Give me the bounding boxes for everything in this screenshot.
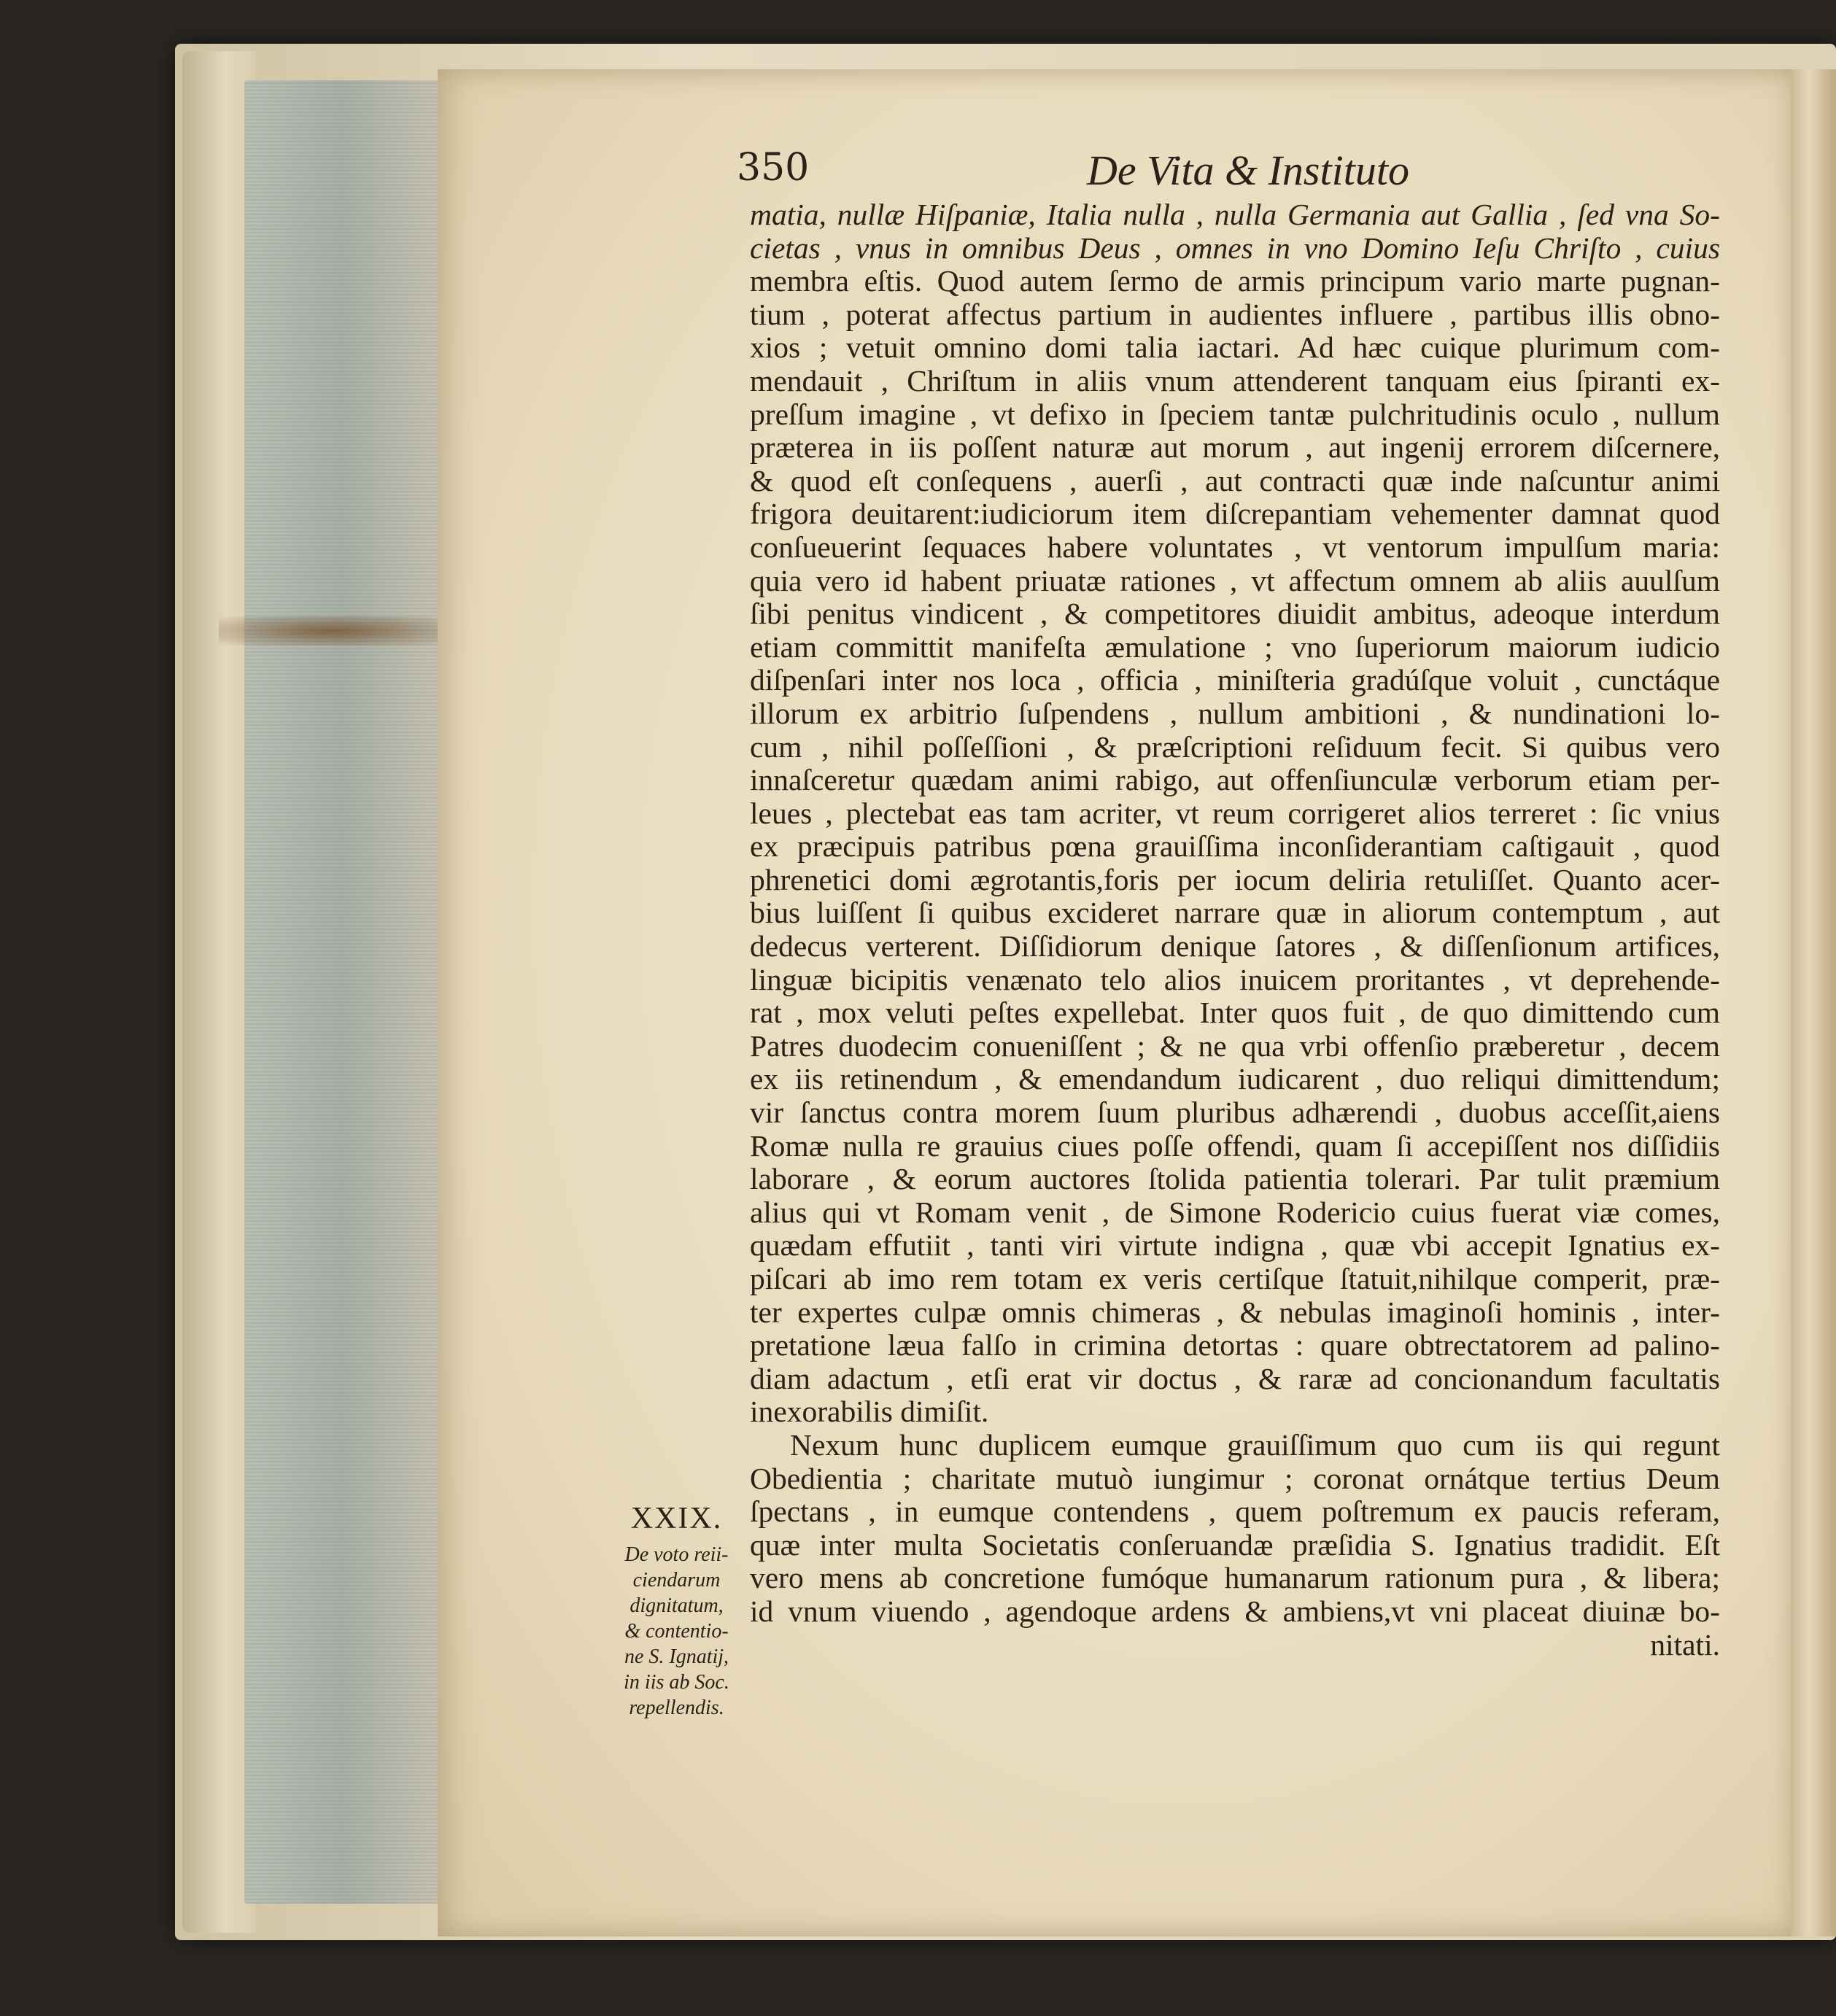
text-line: vir ſanctus contra morem ſuum pluribus adhærendi , duobus acceſſit,aiens: [750, 1096, 1720, 1130]
text-line: ſibi penitus vindicent , & competitores diuidit ambitus, adeoque interdum: [750, 597, 1720, 631]
margin-note: [613, 1501, 740, 1721]
text-line: cum , nihil poſſeſſioni , & præſcriptioni reſiduum fecit. Si quibus vero: [750, 729, 1720, 764]
text-line: phrenetici domi ægrotantis,foris per iocum deliria retuliſſet. Quanto acer-: [750, 862, 1720, 896]
text-line: xios ; vetuit omnino domi talia iactari. Ad hæc cuique plurimum com-: [750, 330, 1720, 365]
text-line: piſcari ab imo rem totam ex veris certiſque ſtatuit,nihilque comperit, præ-: [750, 1262, 1720, 1295]
text-line: ex præcipuis patribus pœna grauiſſima inconſiderantiam caſtigauit , quod: [750, 829, 1720, 864]
text-line: Obedientia ; charitate mutuò iungimur ; coronat ornátque tertius Deum: [750, 1461, 1720, 1495]
text-line: etiam committit manifeſta æmulatione ; vno ſuperiorum maiorum iudicio: [750, 629, 1720, 664]
body-text: [750, 198, 1720, 1662]
margin-note-line: repellendis.: [629, 1697, 724, 1719]
text-line: linguæ bicipitis venænato telo alios inuicem proritantes , vt deprehende-: [750, 962, 1720, 996]
text-line: alius qui vt Romam venit , de Simone Rodericio cuius fuerat viæ comes,: [750, 1195, 1720, 1229]
text-line: innaſceretur quædam animi rabigo, aut offenſiunculæ verborum etiam per-: [750, 763, 1720, 797]
section-number: XXIX.: [630, 1502, 723, 1535]
text-line: inexorabilis dimiſit.: [750, 1395, 989, 1429]
text-line: matia, nullæ Hiſpaniæ, Italia nulla , nulla Germania aut Gallia , ſed vna So-: [750, 198, 1720, 231]
text-line: ex iis retinendum , & emendandum iudicarent , duo reliqui dimittendum;: [750, 1062, 1720, 1096]
margin-note-line: ciendarum: [632, 1569, 721, 1592]
page-edges: [244, 80, 441, 1904]
text-line: Patres duodecim conueniſſent ; & ne qua vrbi offenſio præberetur , decem: [750, 1028, 1720, 1063]
page-number: 350: [737, 146, 810, 190]
margin-note-line: De voto reii-: [624, 1543, 729, 1566]
text-line: quæ inter multa Societatis conſeruandæ præſidia S. Ignatius tradidit. Eſt: [750, 1527, 1720, 1562]
text-line: præterea in iis poſſent naturæ aut morum , aut ingenij errorem diſcernere,: [750, 430, 1720, 465]
text-line: pretatione læua falſo in crimina detortas : quare obtrectatorem ad palino-: [750, 1328, 1720, 1362]
margin-note-line: ne S. Ignatij,: [624, 1645, 729, 1668]
text-line: quia vero id habent priuatæ rationes , vt affectum omnem ab aliis auulſum: [750, 563, 1720, 597]
margin-note-lines: [613, 1542, 740, 1721]
text-line: preſſum imagine , vt defixo in ſpeciem tantæ pulchritudinis oculo , nullum: [750, 397, 1720, 431]
text-line: nitati.: [1650, 1627, 1720, 1662]
text-line: conſueuerint ſequaces habere voluntates , vt ventorum impulſum maria:: [750, 530, 1720, 564]
text-line: tium , poterat affectus partium in audientes influere , partibus illis obno-: [750, 297, 1720, 331]
text-line: diſpenſari inter nos loca , officia , miniſteria gradúſque voluit , cunctáque: [750, 663, 1720, 697]
margin-note-line: dignitatum,: [630, 1594, 724, 1617]
text-line: membra eſtis. Quod autem ſermo de armis principum vario marte pugnan-: [750, 264, 1720, 298]
text-line: illorum ex arbitrio ſuſpendens , nullum ambitioni , & nundinationi lo-: [750, 696, 1720, 730]
text-line: dedecus verterent. Diſſidiorum denique ſatores , & diſſenſionum artifices,: [750, 929, 1720, 964]
running-head: De Vita & Instituto: [1087, 147, 1409, 194]
text-line: bius luiſſent ſi quibus excideret narrare quæ in aliorum contemptum , aut: [750, 896, 1720, 930]
text-line: rat , mox veluti peſtes expellebat. Inter quos fuit , de quo dimittendo cum: [750, 996, 1720, 1030]
text-line: laborare , & eorum auctores ſtolida patientia tolerari. Par tulit præmium: [750, 1162, 1720, 1196]
text-line: id vnum viuendo , agendoque ardens & ambiens,vt vni placeat diuinæ bo-: [750, 1594, 1720, 1628]
text-line: quædam effutiit , tanti viri virtute indigna , quæ vbi accepit Ignatius ex-: [750, 1228, 1720, 1263]
margin-note-line: in iis ab Soc.: [624, 1671, 729, 1694]
text-line: mendauit , Chriſtum in aliis vnum attenderent tanquam eius ſpiranti ex-: [750, 363, 1720, 398]
text-line: vero mens ab concretione fumóque humanarum rationum pura , & libera;: [750, 1561, 1720, 1595]
text-line: frigora deuitarent:iudiciorum item diſcrepantiam vehementer damnat quod: [750, 497, 1720, 531]
stain-mark: [219, 616, 445, 645]
facing-page-edge: [1791, 69, 1836, 1936]
text-line: ter expertes culpæ omnis chimeras , & nebulas imaginoſi hominis , inter-: [750, 1295, 1720, 1329]
text-line: Nexum hunc duplicem eumque grauiſſimum quo cum iis qui regunt: [790, 1427, 1720, 1462]
text-line: cietas , vnus in omnibus Deus , omnes in vno Domino Ieſu Chriſto , cuius: [750, 230, 1720, 265]
text-line: Romæ nulla re grauius ciues poſſe offendi, quam ſi accepiſſent nos diſſidiis: [750, 1128, 1720, 1163]
text-line: diam adactum , etſi erat vir doctus , & raræ ad concionandum facultatis: [750, 1361, 1720, 1395]
text-line: leues , plectebat eas tam acriter, vt reum corrigeret alios terreret : ſic vnius: [750, 796, 1720, 830]
text-line: & quod eſt conſequens , auerſi , aut contracti quæ inde naſcuntur animi: [750, 463, 1720, 497]
page-header: [737, 146, 1758, 197]
text-line: ſpectans , in eumque contendens , quem poſtremum ex paucis referam,: [750, 1494, 1720, 1529]
margin-note-line: & contentio-: [624, 1620, 729, 1643]
